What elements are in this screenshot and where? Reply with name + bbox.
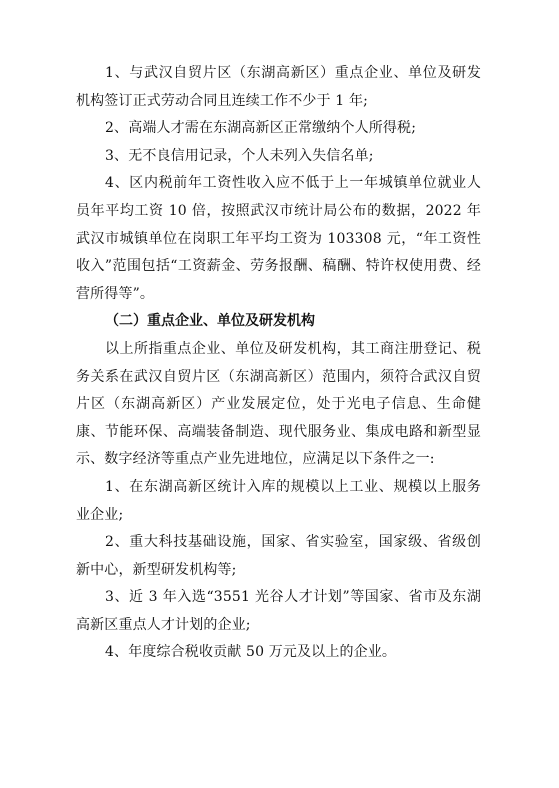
condition-item-2: 2、重大科技基础设施，国家、省实验室，国家级、省级创新中心，新型研发机构等; (76, 534, 481, 578)
condition-item-1: 1、在东湖高新区统计入库的规模以上工业、规模以上服务业企业; (76, 478, 481, 523)
requirement-item-4: 4、区内税前年工资性收入应不低于上一年城镇单位就业人员年平均工资 10 倍，按照武汉市统计局公布的数据，2022 年武汉市城镇单位在岗职工年平均工资为 103308 元，“年工资性收入”范围包括“工资薪金、劳务报酬、稿酬、特许权使用费、经营所得等”。 (76, 175, 481, 302)
condition-item-3: 3、近 3 年入选“3551 光谷人才计划”等国家、省市及东湖高新区重点人才计划的企业; (76, 589, 481, 633)
requirement-item-1: 1、与武汉自贸片区（东湖高新区）重点企业、单位及研发机构签订正式劳动合同且连续工作不少于 1 年; (76, 65, 481, 109)
requirement-item-3: 3、无不良信用记录，个人未列入失信名单; (105, 147, 374, 164)
requirement-item-2: 2、高端人才需在东湖高新区正常缴纳个人所得税; (105, 120, 417, 137)
document-body (76, 60, 481, 667)
condition-item-4: 4、年度综合税收贡献 50 万元及以上的企业。 (105, 644, 397, 661)
section-intro-paragraph: 以上所指重点企业、单位及研发机构，其工商注册登记、税务关系在武汉自贸片区（东湖高新区）范围内，须符合武汉自贸片区（东湖高新区）产业发展定位，处于光电子信息、生命健康、节能环保、高端装备制造、现代服务业、集成电路和新型显示、数字经济等重点产业先进地位，应满足以下条件之一: (76, 340, 481, 468)
section-heading: （二）重点企业、单位及研发机构 (105, 313, 315, 330)
